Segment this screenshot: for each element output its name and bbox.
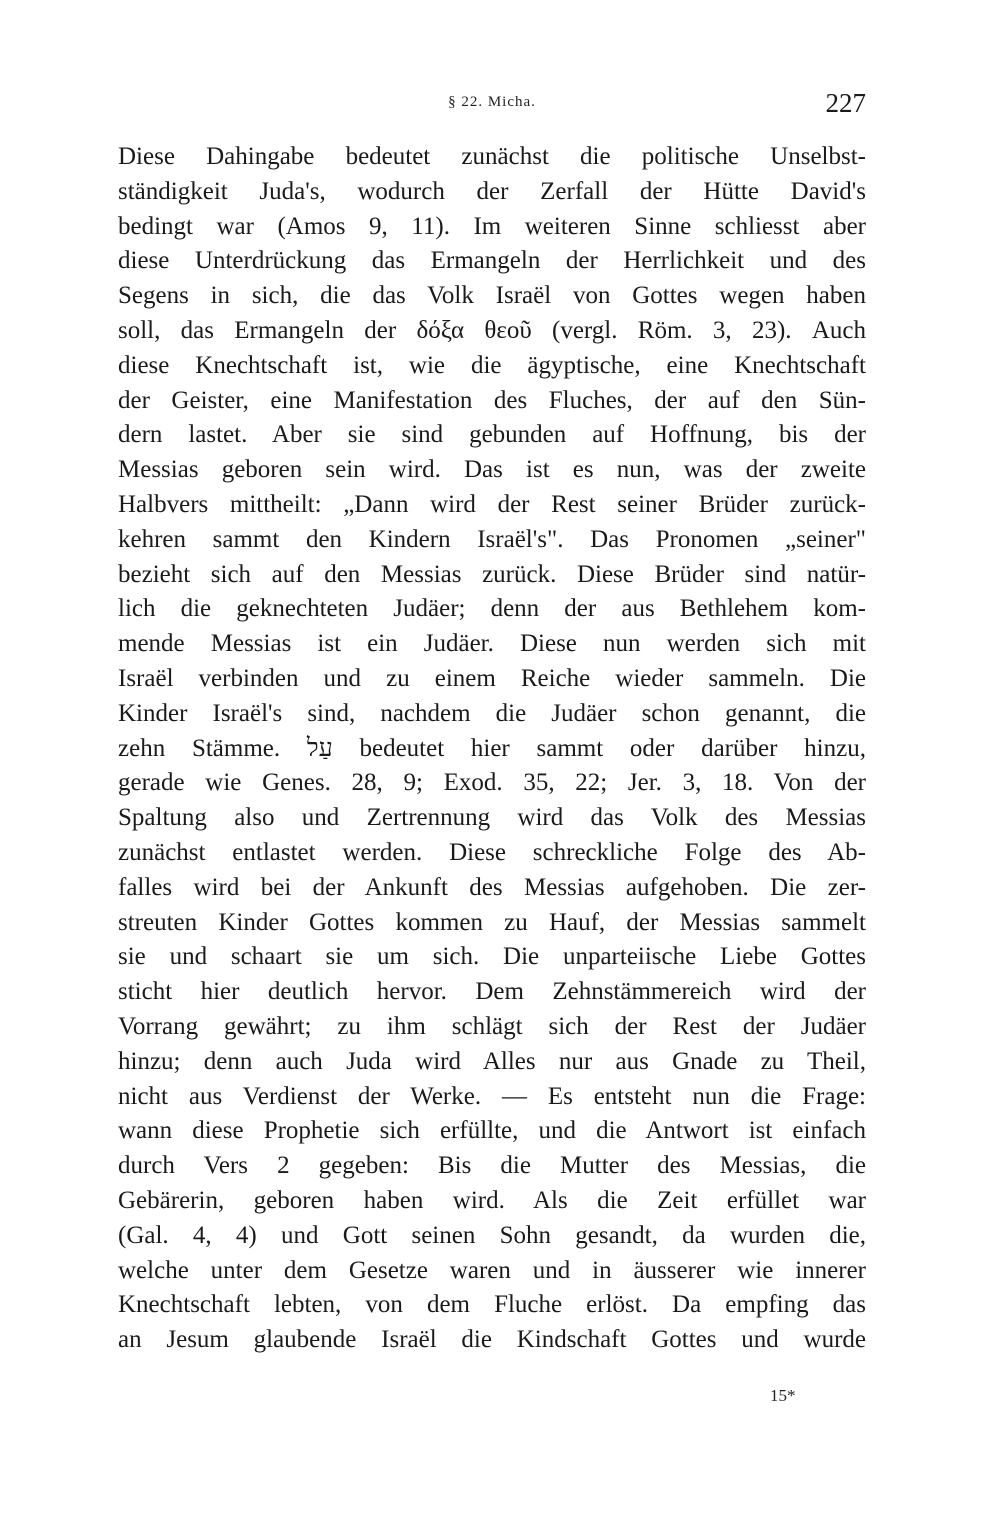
text-line: zunächst entlastet werden. Diese schreckliche Folge des Ab- <box>118 838 866 866</box>
text-line: (Gal. 4, 4) und Gott seinen Sohn gesandt, da wurden die, <box>118 1221 866 1249</box>
text-line: Segens in sich, die das Volk Israël von Gottes wegen haben <box>118 282 866 310</box>
text-line: kehren sammt den Kindern Israël's". Das Pronomen „seiner" <box>118 525 866 553</box>
text-line: hinzu; denn auch Juda wird Alles nur aus Gnade zu Theil, <box>118 1047 866 1075</box>
text-line: diese Unterdrückung das Ermangeln der Herrlichkeit und des <box>118 247 866 275</box>
text-line: gerade wie Genes. 28, 9; Exod. 35, 22; Jer. 3, 18. Von der <box>118 769 866 797</box>
text-line: Kinder Israël's sind, nachdem die Judäer schon genannt, die <box>118 699 866 727</box>
text-line: Halbvers mittheilt: „Dann wird der Rest seiner Brüder zurück- <box>118 490 866 518</box>
text-line: welche unter dem Gesetze waren und in äusserer wie innerer <box>118 1256 866 1284</box>
text-line: durch Vers 2 gegeben: Bis die Mutter des Messias, die <box>118 1152 866 1180</box>
text-line: Spaltung also und Zertrennung wird das Volk des Messias <box>118 804 866 832</box>
page-number: 227 <box>825 88 866 118</box>
text-line: diese Knechtschaft ist, wie die ägyptische, eine Knechtschaft <box>118 351 866 379</box>
text-line: ständigkeit Juda's, wodurch der Zerfall der Hütte David's <box>118 177 866 205</box>
text-line: falles wird bei der Ankunft des Messias aufgehoben. Die zer- <box>118 873 866 901</box>
text-line: Knechtschaft lebten, von dem Fluche erlöst. Da empfing das <box>118 1291 866 1319</box>
text-line: streuten Kinder Gottes kommen zu Hauf, der Messias sammelt <box>118 908 866 936</box>
text-line: sticht hier deutlich hervor. Dem Zehnstämmereich wird der <box>118 978 866 1006</box>
text-line: lich die geknechteten Judäer; denn der aus Bethlehem kom- <box>118 595 866 623</box>
text-line: Messias geboren sein wird. Das ist es nun, was der zweite <box>118 456 866 484</box>
text-line: bedingt war (Amos 9, 11). Im weiteren Sinne schliesst aber <box>118 212 866 240</box>
running-head: § 22. Micha. <box>448 94 536 110</box>
text-line: bezieht sich auf den Messias zurück. Diese Brüder sind natür- <box>118 560 866 588</box>
text-line: an Jesum glaubende Israël die Kindschaft Gottes und wurde <box>118 1326 866 1354</box>
text-line: mende Messias ist ein Judäer. Diese nun werden sich mit <box>118 630 866 658</box>
text-line: zehn Stämme. עַל bedeutet hier sammt oder darüber hinzu, <box>118 734 866 762</box>
text-line: Israël verbinden und zu einem Reiche wieder sammeln. Die <box>118 664 866 692</box>
text-line: Diese Dahingabe bedeutet zunächst die politische Unselbst- <box>118 143 866 170</box>
page-header <box>118 88 866 128</box>
text-line: wann diese Prophetie sich erfüllte, und die Antwort ist einfach <box>118 1117 866 1145</box>
text-line: der Geister, eine Manifestation des Fluches, der auf den Sün- <box>118 386 866 414</box>
text-line: sie und schaart sie um sich. Die unparteiische Liebe Gottes <box>118 943 866 971</box>
text-line: Gebärerin, geboren haben wird. Als die Zeit erfüllet war <box>118 1186 866 1214</box>
body-text <box>118 140 866 1358</box>
signature-mark: 15* <box>770 1386 796 1405</box>
text-line: dern lastet. Aber sie sind gebunden auf Hoffnung, bis der <box>118 421 866 449</box>
text-line: Vorrang gewährt; zu ihm schlägt sich der Rest der Judäer <box>118 1012 866 1040</box>
text-line: nicht aus Verdienst der Werke. — Es entsteht nun die Frage: <box>118 1082 866 1110</box>
text-line: soll, das Ermangeln der δόξα θεοῦ (vergl. Röm. 3, 23). Auch <box>118 316 866 344</box>
